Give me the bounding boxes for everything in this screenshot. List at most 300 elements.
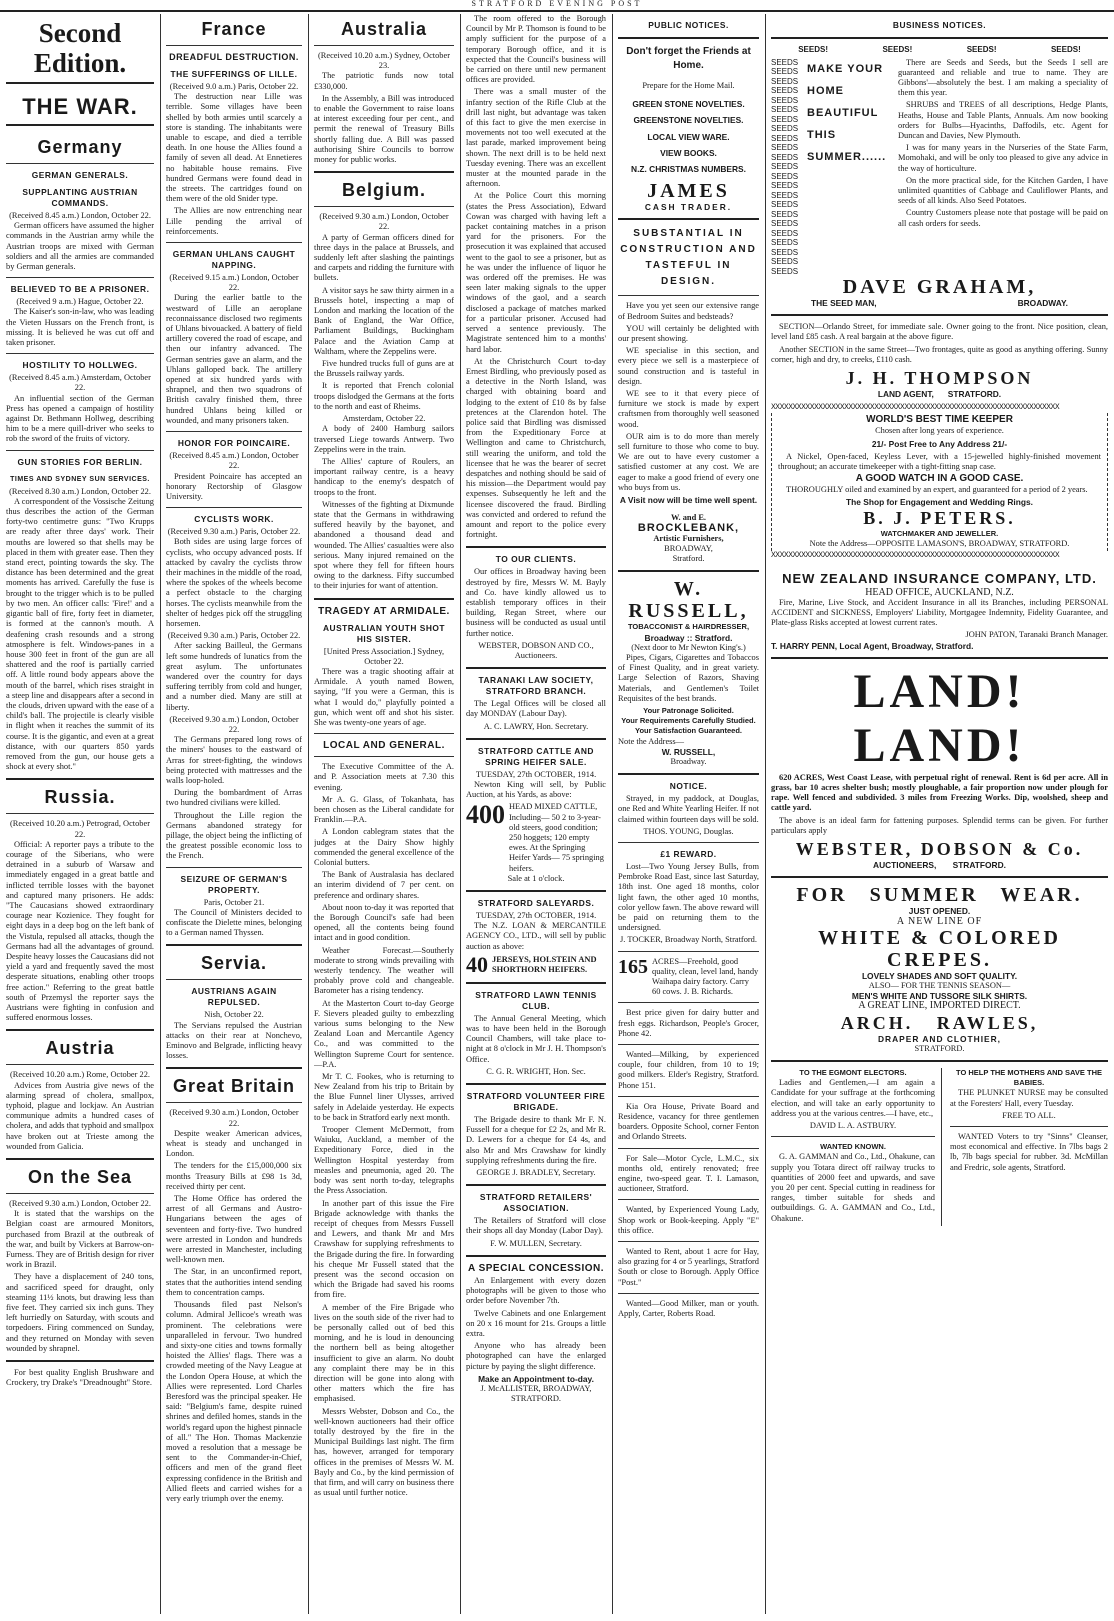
advert-subtitle: TOBACCONIST & HAIRDRESSER, (627, 622, 750, 632)
dateline: (Received 10.20 a.m.) Sydney, October 23. (317, 51, 451, 71)
divider (166, 45, 302, 46)
divider (466, 1255, 606, 1257)
article-text: The Home Office has ordered the arrest of all Germans and Austro-Hungarians between the ages of seventeen and forty-five. Two hundred were arrested in London and hundreds were arrested in Manchester, including well-known men. (166, 1194, 302, 1265)
headline: SUPPLANTING AUSTRIAN COMMANDS. (22, 187, 138, 208)
seeds-slogan: MAKE YOUR HOME BEAUTIFUL THIS SUMMER...... (807, 62, 887, 163)
notice-signature: GEORGE J. BRADLEY, Secretary. (476, 1168, 596, 1178)
advert-text: Fire, Marine, Live Stock, and Accident Insurance in all its Branches, including PERSONAL ACCIDENT and SICKNESS, Employers' Liability, Mortgagee Indemnity, Fidelity Guarantee, and Plate-glass Risks accepted at lowest current rates. (771, 597, 1108, 628)
advert-subtitle: A GREAT LINE, IMPORTED DIRECT. (858, 1000, 1021, 1012)
headline: GUN STORIES FOR BERLIN. (17, 456, 143, 467)
notice-title: NOTICE. (669, 781, 708, 792)
dateline: (Received 9.15 a.m.) London, October 22. (169, 273, 299, 293)
divider (618, 570, 759, 572)
advert-subtitle: Artistic Furnishers, (653, 533, 724, 543)
article-text: The Allies' capture of Roulers, an important railway centre, is a heavy handicap to the enemy's despatch of troops to the front. (314, 456, 454, 497)
advert-headline: WHITE & COLORED (818, 926, 1061, 949)
article-text: Weather Forecast.—Southerly moderate to strong winds prevailing with westerly tendency. The weather will probably prove cold and changeable. Barometer has a rising tendency. (314, 945, 454, 996)
divider (314, 598, 454, 600)
dateline: (Received 8.45 a.m.) London, October 22. (9, 211, 151, 220)
advert-brand: NEW ZEALAND INSURANCE COMPANY, LTD. (782, 570, 1097, 586)
article-text: During the bombardment of Arras two hundred civilians were killed. (166, 788, 302, 808)
advert-signature: JOHN PATON, Taranaki Branch Manager. (965, 630, 1108, 640)
seeds-heading: SEEDS! (1050, 45, 1081, 54)
article-text: There was a small muster of the infantry section of the Rifle Club at the drill last night, but advantage was taken of this fact to give the men exercise in movements not too well executed at the last parade, marked improvement being shown. The next drill is to be held next Tuesday evening. There was an excellent muster at the mounted parade in the afternoon. (466, 87, 606, 189)
article-text: Witnesses of the fighting at Dixmunde state that the Germans in withdrawing suffered heavily by the bayonet, and abandoned a thousand dead and wounded. The Allies' casualties were also serious. Many injured remained on the spot where they fell for fifteen hours owing to the darkness. Fifty succumbed to their injuries for want of attention. (314, 499, 454, 591)
notice-text: Our offices in Broadway having been destroyed by fire, Messrs W. M. Bayly and Co. have kindly allowed us to establish temporary offices in their building, Regan Street, where our business will be conducted as usual until further notice. (466, 567, 606, 638)
divider (466, 667, 606, 669)
divider (6, 277, 154, 278)
advert-subtitle: LOVELY SHADES AND SOFT QUALITY. (861, 970, 1018, 981)
divider (6, 124, 154, 126)
divider (466, 982, 606, 984)
article-text: A London cablegram states that the judges at the Dairy Show highly commended the general excellence of the Colonial butters. (314, 827, 454, 867)
advert-brand: W. RUSSELL, (661, 746, 716, 757)
advert-brand: W. and E. (670, 513, 707, 523)
advert-text: Your Satisfaction Guaranteed. (635, 726, 742, 736)
article-text: Both sides are using large forces of cyclists, who occupy advanced posts. If attacked by cavalry the cyclists throw their machines in the middle of the road, where the spokes of the wheels become a perfect obstacle to the charging horses. The cyclists meanwhile from the shelter of hedges pick off the struggling horsemen. (166, 537, 302, 628)
advert-text: (Next door to Mr Newton King's.) (631, 642, 746, 652)
article-text: The Bank of Australasia has declared an interim dividend of 7 per cent. on preference and ordinary shares. (314, 870, 454, 900)
advert-text: Note the Address— (618, 736, 685, 746)
notice-text: ACRES—Freehold, good quality, clean, level land, handy Waihapa dairy factory. Carry 60 cows. J. B. Richards. (652, 956, 759, 997)
divider (6, 353, 154, 354)
article-text: A body of 2400 Hamburg sailors traversed Liege towards Antwerp. Two Zeppelins were in the train. (314, 424, 454, 454)
divider (771, 876, 1108, 878)
headline: SEIZURE OF GERMAN'S PROPERTY. (180, 873, 288, 895)
notice-signature: F. W. MULLEN, Secretary. (490, 1238, 582, 1248)
advert-text: Have you yet seen our extensive range of Bedroom Suites and bedsteads? (618, 301, 759, 321)
dateline: (Received 9.30 a.m.) London, October 22. (169, 714, 299, 734)
notice-text: The Retailers of Stratford will close their shops all day Monday (Labor Day). (466, 1216, 606, 1236)
notice-title: STRATFORD LAWN TENNIS CLUB. (475, 989, 597, 1011)
notice-text: The Legal Offices will be closed all day MONDAY (Labour Day). (466, 699, 606, 719)
notice-text: Wanted—Milking, by experienced couple, four children, from 10 to 19; good milkers. Elder's Registry, Stratford. Phone 151. (618, 1050, 759, 1090)
divider (6, 1158, 154, 1160)
divider (466, 546, 606, 548)
column-3 (314, 14, 454, 1614)
article-text: Mr T. C. Fookes, who is returning to New Zealand from his trip to Britain by the Blue Funnel liner Ulysses, arrived safely in Adelaide yesterday. He expects to be back in Stratford early next month. (314, 1072, 454, 1122)
divider (6, 1360, 154, 1362)
divider (166, 507, 302, 508)
advert-subtitle: DRAPER AND CLOTHIER, (878, 1033, 1001, 1044)
advert-text: Your Patronage Solicited. (643, 705, 734, 715)
headline: TRAGEDY AT ARMIDALE. (318, 605, 450, 617)
article-text: The Servians repulsed the Austrian attacks on their rear at Nonchevo, Eminovo and Belgrade, inflicting heavy losses. (166, 1020, 302, 1061)
dateline: (Received 9.30 a.m.) Paris, October 22. (167, 527, 301, 537)
article-text: Five hundred trucks full of guns are at the Brussels railway yards. (314, 359, 454, 379)
notice-text: The Annual General Meeting, which was to have been held in the Borough Council Chambers, will take place to-night at 8 o'clock in Mr J. H. Thompson's Office. (466, 1013, 606, 1064)
article-text: Despite weaker American advices, wheat is steady and unchanged in London. (166, 1128, 302, 1159)
divider (166, 979, 302, 980)
column-rule (160, 14, 161, 1614)
advert-subtitle: WATCHMAKER AND JEWELLER. (880, 529, 999, 539)
article-text: In another part of this issue the Fire Brigade acknowledge with thanks the receipt of cheques from Messrs Fussell and Lewers, and thank Mr and Mrs Crawshaw for supplying refreshments to the Brigade during the fire. In forwarding his cheque Mr Fussell stated that the present was the second occasion on which the Brigade had saved his rooms from fire. (314, 1198, 454, 1300)
article-text: The Germans prepared long rows of the miners' houses to the eastward of Arras for street-fighting, the windows being protected with mattresses and the walls loop-holed. (166, 735, 302, 785)
divider (771, 1060, 1108, 1062)
advert-text: Country Customers please note that postage will be paid on all cash orders for seeds. (898, 208, 1108, 228)
notice-signature: J. TOCKER, Broadway North, Stratford. (620, 935, 757, 945)
notice-title: STRATFORD SALEYARDS. (477, 898, 595, 909)
dateline: (Received 9.30 a.m.) London, October 22. (9, 1199, 151, 1209)
article-text: Advices from Austria give news of the alarming spread of cholera, smallpox, typhoid, plague and lockjaw. An Austrian communique admits a hundred cases of cholera, and adds that typhoid and smallpox have broken out at Trieste among the wounded from Galicia. (6, 1080, 154, 1151)
divider (6, 1029, 154, 1031)
advert-brand: W. RUSSELL, (628, 578, 749, 623)
notice-title: £1 REWARD. (660, 848, 717, 859)
column-rule (460, 14, 461, 1614)
advert-list-item: VIEW BOOKS. (660, 147, 717, 158)
dateline: (Received 8.30 a.m.) London, October 22. (9, 486, 151, 496)
notice-title: TO HELP THE MOTHERS AND SAVE THE BABIES. (956, 1067, 1102, 1088)
notice-callout: FREE TO ALL. (1002, 1110, 1056, 1120)
article-text: The Council of Ministers decided to confiscate the Dielette mines, belonging to a German named Thyssen. (166, 907, 302, 938)
advert-title: A GOOD WATCH IN A GOOD CASE. (855, 473, 1024, 485)
dateline: (Received 8.45 a.m.) Amsterdam, October 22. (9, 373, 151, 393)
subheadline: AUSTRALIAN YOUTH SHOT HIS SISTER. (322, 622, 445, 644)
advert-headline: FOR SUMMER WEAR. (796, 884, 1083, 907)
seeds-heading: SEEDS! (966, 45, 997, 54)
advert-list-item: LOCAL VIEW WARE. (647, 131, 730, 142)
headline: CYCLISTS WORK. (194, 514, 274, 525)
divider (314, 45, 454, 46)
divider (618, 951, 759, 952)
masthead: STRATFORD EVENING POST (0, 0, 1114, 12)
divider (166, 1067, 302, 1069)
advert-text: On the more practical side, for the Kitchen Garden, I have unlimited quantities of Cabbage and Cauliflower Plants, and seeds of all kinds. Also Seed Potatoes. (898, 175, 1108, 206)
divider (950, 1126, 1108, 1127)
article-text: It is reported that French colonial troops dislodged the Germans at the forts to the north and east of Rheims. (314, 381, 454, 411)
divider (618, 1199, 759, 1200)
notice-text: For Sale—Motor Cycle, L.M.C., six months old, entirely renovated; free engine, two-speed gear. T. I. Lamason, auctioneer, Stratford. (618, 1153, 759, 1194)
section-title-russia: Russia. (44, 787, 116, 808)
article-text: Throughout the Lille region the Germans abandoned strategy for pillage, the object being the inflicting of the greatest possible economic loss to the French. (166, 810, 302, 861)
advert-text: Another SECTION in the same Street—Two frontages, quite as good as anything offering. Sunny corner, high and dry, to creeks, £110 cash. (771, 344, 1108, 364)
column-2 (166, 14, 302, 1614)
divider (6, 1193, 154, 1194)
notice-text: Anyone who has already been photographed can have the enlarged picture by paying the slight difference. (466, 1341, 606, 1371)
article-text: At the Police Court this morning (states the Press Association), Edward Cowan was charged with having left a packet containing matches in a prison yard for the prisoners. For the prosecution it was explained that accused went to the gaol to see a prisoner, but as he was under the influence of liquor he was ordered off the premises. He was seen later making signals to the upper windows of the gaol, and a search disclosed a package of matches marked for a particular prisoner. Accused had served a sentence previously. The Magistrate sentenced him to a months' hard labor. (466, 191, 606, 354)
divider (771, 314, 1108, 316)
column-rule (308, 14, 309, 1614)
section-title-austria: Austria (45, 1038, 115, 1059)
advert-text: SECTION—Orlando Street, for immediate sale. Owner going to the front. Nice position, clean, level land £85 cash. A real bargain at the above figure. (771, 322, 1108, 342)
article-text: A correspondent of the Vossische Zeitung thus describes the action of the German forty-two centimetre guns: "Two Krupps are ready after three days' work. Their mouths are lowered so that shells may be placed in them with greater ease. Then they stand erect, pointing towards the sky. The distance has been determined and the great moments has arrived. Carefully the fuse is brought to the trigger which is to be pulled by two men. An officer calls: 'Fire!' and a gigantic ball of fire, forty feet in diameter, is formed at the cannon's mouth. A deafening crash resounds and a strong atmosphere is felt. Windows-panes in a house 300 feet in front of the gun are all shattered and the roof is partially carried off. A little round body appears above the mouth of the barrel, which rises straight in a steep line and disappears after a second in the clouds, driven upward with the ease of a child's ball. The projectile is clearly visible in flight when it reaches the summit of its course. It is the gigantic, and even at a great distance, with our quarters 850 yards removed from the gun, our house gets a shock at every shot." (6, 496, 154, 772)
dateline: (Received 9.30 a.m.) London, October 22. (169, 1108, 299, 1128)
seeds-border: SEEDS SEEDS SEEDS SEEDS SEEDS SEEDS SEEDS SEEDS SEEDS SEEDS SEEDS SEEDS SEEDS SEEDS SEEDS SEEDS SEEDS SEEDS SEEDS SEEDS SEEDS SEEDS SEEDS (771, 57, 799, 276)
article-text: The Star, in an unconfirmed report, states that the authorities intend sending them to concentration camps. (166, 1267, 302, 1297)
column-5 (618, 14, 759, 1614)
notice-text: JERSEYS, HOLSTEIN AND SHORTHORN HEIFERS. (492, 954, 597, 974)
headline: HOSTILITY TO HOLLWEG. (22, 360, 138, 371)
advert-text: WE see to it that every piece of furniture we stock is made by expert craftsmen from thoroughly well seasoned wood. (618, 389, 759, 429)
advert-text: 620 ACRES, West Coast Lease, with perpetual right of renewal. Rent is 6d per acre. All in grass, bar 10 acres shelter bush; mostly ploughable, a fair proportion now under plough for rape. Well fenced and subdivided. 3 miles from Freezing Works. Dip, woolshed, sheep and cattle yard. (771, 772, 1108, 813)
divider (166, 242, 302, 243)
section-title-war: THE WAR. (22, 94, 138, 119)
divider (6, 813, 154, 814)
advert-title: SUBSTANTIAL IN CONSTRUCTION AND TASTEFUL IN DESIGN. (620, 228, 757, 288)
notice-text: HEAD MIXED CATTLE, Including— 50 2 to 3-year-old steers, good condition; 250 hoggets; 120 empty ewes. At the Springing Heifer Yards— 75 springing heifers. (509, 802, 604, 873)
article-text: Trooper Clement McDermott, from Waiuku, Auckland, a member of the Expeditionary Force, died in the Wellington Hospital yesterday from measles and pneumonia, aged 20. The body was sent north to-day, telegraphs the Press Association. (314, 1125, 454, 1196)
advert-address: Note the Address—OPPOSITE LAMASON'S, BROADWAY, STRATFORD. (809, 539, 1070, 549)
advert-subtitle: HEAD OFFICE, AUCKLAND, N.Z. (865, 586, 1014, 598)
divider (314, 756, 454, 757)
notice-text: The N.Z. LOAN & MERCANTILE AGENCY CO., LTD., will sell by public auction as above: (466, 921, 606, 951)
dateline: (Received 9.30 a.m.) London, October 22. (319, 212, 449, 232)
notice-text: Best price given for dairy butter and fresh eggs. Richardson, People's Grocer, Phone 42. (618, 1008, 759, 1038)
notice-text: WANTED Voters to try "Sinns" Cleanser, most economical and effective. In 7lbs bags 2 lb, 7lb bags special for rubber. 3d. McMillan and Fredric, sole agents, Stratford. (950, 1131, 1108, 1172)
notice-text: THE PLUNKET NURSE may be consulted at the Foresters' Hall, every Tuesday. (950, 1088, 1108, 1108)
divider (771, 37, 1108, 39)
advert-brand: J. H. THOMPSON (845, 368, 1034, 389)
notice-signature: THOS. YOUNG, Douglas. (643, 826, 734, 836)
advert-subtitle: Broadway :: Stratford. (644, 632, 733, 643)
dateline: (Received 9.30 a.m.) Paris, October 22. (167, 631, 301, 641)
advert-headline: CREPES. (887, 948, 992, 971)
section-title-australia: Australia (340, 19, 428, 39)
notice-title: TO THE EGMONT ELECTORS. (799, 1067, 907, 1077)
advert-text: Your Requirements Carefully Studied. (621, 716, 756, 726)
notice-title: STRATFORD VOLUNTEER FIRE BRIGADE. (466, 1091, 606, 1113)
article-text: They have a displacement of 240 tons, and sacrificed speed for draught, only steaming 11½ knots, but drawing less than five feet. They carried six inch guns. They left hurriedly on Saturday, with scouts and torpedoers. Firing commenced on Sunday, and they returned on Monday with seven wounded by shrapnel. (6, 1272, 154, 1353)
divider (466, 738, 606, 740)
advert-text: A Nickel, Open-faced, Keyless Lever, with a 15-jewelled highly-finished movement throughout; an accurate timekeeper with a tight-fitting snap case. (778, 452, 1101, 472)
advert-text: ALSO— FOR THE TENNIS SEASON— (868, 980, 1011, 990)
seeds-heading: SEEDS! (798, 45, 829, 54)
section-title-sea: On the Sea (27, 1167, 133, 1188)
section-title-britain: Great Britain (172, 1076, 296, 1097)
divider (314, 733, 454, 734)
advert-headline-land: LAND! LAND! (853, 664, 1026, 772)
section-title-france: France (201, 19, 267, 39)
ornament-border: XXXXXXXXXXXXXXXXXXXXXXXXXXXXXXXXXXXXXXXXXXXXXXXXXXXXXXXXXXXXXXXXXXX (771, 403, 1060, 413)
article-text: The Executive Committee of the A. and P. Association meets at 7.30 this evening. (314, 762, 454, 792)
advert-list-item: GREEN STONE NOVELTIES. (632, 99, 745, 110)
article-text: The patriotic funds now total £330,000. (314, 71, 454, 91)
article-text: A visitor says he saw thirty airmen in a Brussels hotel, inspecting a map of London and marking the location of the Bank of England, the War Office, Parliament Buildings, Buckingham Palace and the Aviation Camp at Waltham, where the Zeppelins were. (314, 285, 454, 356)
advert-callout: A Visit now will be time well spent. (619, 495, 758, 506)
advert-title: Don't forget the Friends at Home. (626, 46, 751, 71)
divider (618, 1044, 759, 1045)
article-text: Mr A. G. Glass, of Tokanhata, has been chosen as the Liberal candidate for Franklin.—P.A. (314, 794, 454, 825)
notice-text: Wanted to Rent, about 1 acre for Hay, also grazing for 4 or 5 yearlings, Stratford South or close to Borough. Apply Office "Post." (618, 1247, 759, 1287)
advert-subtitle: AUCTIONEERS, STRATFORD. (873, 860, 1006, 871)
advert-subtitle: Stratford. (672, 554, 705, 564)
notice-text: Twelve Cabinets and one Enlargement on 20 x 16 mount for 21s. Groups a little extra. (466, 1308, 606, 1338)
advert-text: For best quality English Brushware and Crockery, try Drake's "Dreadnought" Store. (6, 1368, 154, 1388)
article-text: A member of the Fire Brigade who lives on the south side of the river had to be personally called out of bed this morning, and he is loud in denouncing the northern bell as being altogether insufficient to give an alarm. No doubt any complaint there may be in this direction will be gone into along with other matters which the fire has emphasised. (314, 1302, 454, 1404)
notice-text: Ladies and Gentlemen,—I am again a Candidate for your suffrage at the forthcoming election, and will take an early opportunity to address you at the various centres.—I have, etc., (771, 1078, 935, 1118)
dateline: (Received 10.20 a.m.) Petrograd, October 22. (10, 819, 150, 839)
column-4 (466, 14, 606, 1614)
notice-text: An Enlargement with every dozen photographs will be given to those who order before November 7th. (466, 1275, 606, 1306)
article-text: The Allies are now entrenching near Lille pending the arrival of reinforcements. (166, 206, 302, 236)
divider (618, 218, 759, 220)
section-title-belgium: Belgium. (341, 180, 426, 201)
divider (618, 1148, 759, 1149)
advert-subtitle: MEN'S WHITE AND TUSSORE SILK SHIRTS. (851, 991, 1028, 1002)
article-text: It is stated that the warships on the Belgian coast are armoured Monitors, purchased from Brazil at the outbreak of the war, and built by Vickers at Barrow-on-Furness. They are of British design for river work in Brazil. (6, 1209, 154, 1270)
advert-text: THOROUGHLY oiled and examined by an expert, and guaranteed for a period of 2 years. (786, 484, 1088, 494)
notice-title: A SPECIAL CONCESSION. (467, 1262, 605, 1274)
advert-subtitle: STRATFORD. (914, 1043, 965, 1053)
advert-brand: WEBSTER, DOBSON & Co. (795, 839, 1084, 860)
divider (618, 773, 759, 775)
divider (618, 842, 759, 843)
article-text: The tenders for the £15,000,000 six months Treasury Bills at £98 1s 3d, received thirty per cent. (166, 1161, 302, 1191)
sale-date: TUESDAY, 27th OCTOBER, 1914. (475, 911, 597, 921)
article-text: The room offered to the Borough Council by Mr P. Thomson is found to be amply sufficient for the purpose of a temporary Borough office, and it is expected that the Council's business will be carried on there until new permanent offices are provided. (466, 14, 606, 85)
lot-number: 165 (618, 955, 648, 978)
article-text: Messrs Webster, Dobson and Co., the well-known auctioneers had their office totally destroyed by the fire in the Municipal Buildings last night. The firm has, however, arranged for temporary offices in the premises of Messrs W. M. Bayly and Co., by the kind permission of that firm, and will carry on business there as usual until further notice. (314, 1406, 454, 1498)
divider (166, 867, 302, 868)
divider (6, 163, 154, 164)
divider (618, 1293, 759, 1294)
divider (6, 778, 154, 780)
dateline: (Received 8.45 a.m.) London, October 22. (169, 451, 299, 471)
column-rule (612, 14, 613, 1614)
column-6 (771, 14, 1108, 1614)
column-header: BUSINESS NOTICES. (892, 20, 987, 30)
advert-text: I was for many years in the Nurseries of the State Farm, Momohaki, and will be only too pleased to give any advice in the way of horticulture. (898, 143, 1108, 173)
notice-text: Kia Ora House, Private Board and Residence, vacancy for three gentlemen boarders. Opposite School, corner Fenton and Orlando Streets. (618, 1101, 759, 1142)
divider (6, 1064, 154, 1065)
advert-subtitle: Chosen after long years of experience. (875, 425, 1004, 435)
lot-number: 400 (466, 800, 505, 830)
divider (466, 1184, 606, 1186)
advert-subtitle: BROADWAY, (664, 543, 713, 553)
sale-date: TUESDAY, 27th OCTOBER, 1914. (475, 769, 597, 779)
dateline: Paris, October 21. (203, 897, 265, 907)
advert-text: Broadway. (670, 756, 707, 766)
headline: AUSTRIANS AGAIN REPULSED. (191, 986, 277, 1008)
advert-text: SHRUBS and TREES of all descriptions, Hedge Plants, Heaths, House and Table Plants, Annuals. Am now booking orders for Bulbs—Hyacinths, Daffodils, etc. Agent for Duncan and Davies, New Plymouth. (898, 100, 1108, 140)
article-text: President Poincaire has accepted an honorary Rectorship of Glasgow University. (166, 471, 302, 501)
lot-number: 40 (466, 951, 488, 977)
notice-text: The Brigade desire to thank Mr F. N. Fussell for a cheque for £2 2s, and Mr R. D. Lewers for a cheque for £4 4s, and also Mr and Mrs Crawshaw for kindly supplying refreshments during the fire. (466, 1115, 606, 1165)
notice-text: Newton King will sell, by Public Auction, at his Yards, as above: (466, 780, 606, 800)
headline: HONOR FOR POINCAIRE. (177, 438, 291, 449)
advert-subtitle: CASH TRADER. (644, 202, 733, 213)
advert-list-item: GREENSTONE NOVELTIES. (633, 115, 744, 126)
advert-text: Pipes, Cigars, Cigarettes and Tobaccos of Finest Quality, and in great variety. Large Selection of Razors, Shaving Materials, and Gentlemen's Toilet Requisites of the best brands. (618, 652, 759, 703)
dateline: (Received 9 a.m.) Hague, October 22. (16, 297, 144, 307)
divider (771, 1136, 935, 1137)
ornament-border: XXXXXXXXXXXXXXXXXXXXXXXXXXXXXXXXXXXXXXXXXXXXXXXXXXXXXXXXXXXXXXXXXXX (771, 551, 1060, 561)
article-text: About noon to-day it was reported that the Borough Council's safe had been opened, all the contents being found intact and in good condition. (314, 902, 454, 943)
article-text: The destruction near Lille was terrible. Some villages have been shelled by both armies until scarcely a store is standing. The inhabitants were unable to escape, and died a terrible death. In one house the Allies found a family of seven all dead. At Ennetieres no habitable house remains. Five hundred Germans were found dead in the streets. The cartridges found on them were of the old Snider type. (166, 92, 302, 204)
advert-brand: DAVE GRAHAM, (842, 276, 1037, 298)
divider (314, 171, 454, 173)
advert-price: 21/- Post Free to Any Address 21/- (871, 438, 1008, 449)
notice-signature: WEBSTER, DOBSON AND CO., Auctioneers. (478, 640, 594, 660)
article-text: In the Assembly, a Bill was introduced to enable the Government to raise loans at interest exceeding four per cent., and permit the renewal of Treasury Bills shortly falling due. A Bill was passed authorising Shire Councils to borrow money for public works. (314, 93, 454, 165)
article-text: At the Masterton Court to-day George F. Sievers pleaded guilty to embezzling various sums belonging to the New Zealand Loan and Mercantile Agency Co., and was committed to the Wellington Supreme Court for sentence.—P.A. (314, 998, 454, 1069)
notice-text: Lost—Two Young Jersey Bulls, from Pembroke Road East, since last Saturday, 18th inst. One aged 18 months, color light fawn, the other aged 10 months, color yellow fawn. The above reward will be paid on returning them to the undersigned. (618, 861, 759, 933)
notice-text: Strayed, in my paddock, at Douglas, one Red and White Yearling Heifer. If not claimed within fourteen days will be sold. (618, 794, 759, 824)
notice-title: STRATFORD RETAILERS' ASSOCIATION. (479, 1192, 593, 1214)
advert-subtitle: LAND AGENT, STRATFORD. (877, 389, 1002, 400)
advert-text: Prepare for the Home Mail. (642, 81, 735, 90)
notice-signature: C. G. R. WRIGHT, Hon. Sec. (486, 1066, 586, 1076)
advert-brand: B. J. PETERS. (863, 508, 1016, 529)
article-text: The Kaiser's son-in-law, who was leading the Vieten Hussars on the French front, is missing. It is believed he was cut off and taken prisoner. (6, 307, 154, 348)
divider (166, 431, 302, 432)
subheadline: TIMES AND SYDNEY SUN SERVICES. (10, 475, 150, 483)
seeds-heading: SEEDS! (882, 45, 913, 54)
advert-list-item: N.Z. CHRISTMAS NUMBERS. (631, 164, 746, 175)
advert-text: The above is an ideal farm for fattening purposes. Splendid terms can be given. For further particulars apply (771, 815, 1108, 835)
advert-text: OUR aim is to do more than merely sell furniture to those who come to buy. We are out to have every customer a satisfied customer at any cost. We are eager to make a good friend of every one who buys from us. (618, 431, 759, 492)
notice-title: TARANAKI LAW SOCIETY, STRATFORD BRANCH. (478, 675, 594, 697)
article-text: German officers have assumed the higher commands in the Austrian army while the Austrian troops are mixed with German soldiers and all the armies are commanded by German generals. (6, 221, 154, 272)
headline: GERMAN UHLANS CAUGHT NAPPING. (172, 249, 296, 271)
advert-text: YOU will certainly be delighted with our present showing. (618, 323, 759, 344)
divider (771, 657, 1108, 659)
edition-title: Second Edition. (6, 18, 154, 84)
section-title-germany: Germany (37, 137, 123, 157)
divider (166, 944, 302, 946)
advert-text: There are Seeds and Seeds, but the Seeds I sell are guaranteed and reliable and true to name. They are Gibbons'—absolutely the best. I am making a speciality of them this year. (898, 57, 1108, 98)
column-header: PUBLIC NOTICES. (648, 20, 729, 30)
notice-title: TO OUR CLIENTS. (495, 554, 577, 565)
section-title-servia: Servia. (200, 953, 268, 974)
advert-agent: T. HARRY PENN, Local Agent, Broadway, Stratford. (771, 640, 974, 651)
divider (618, 295, 759, 296)
article-text: A party of German officers dined for three days in the palace at Brussels, and suddenly left after slashing the paintings and carpets and ridding the furniture with bullets. (314, 232, 454, 283)
notice-text: Wanted—Good Milker, man or youth. Apply, Carter, Roberts Road. (618, 1298, 759, 1319)
advert-callout: The Shop for Engagement and Wedding Rings. (846, 496, 1033, 507)
divider (314, 206, 454, 207)
article-text: An influential section of the German Press has opened a campaign of hostility against Dr. Bethmann Hollweg, describing him to be a mere quill-driver who seeks to rob the sword of the fruits of victory. (6, 393, 154, 444)
divider (166, 1102, 302, 1103)
advert-subtitle: JUST OPENED. (908, 906, 971, 917)
divider (618, 1002, 759, 1003)
divider (618, 37, 759, 39)
divider (6, 450, 154, 451)
article-text: After sacking Bailleul, the Germans left some hundreds of lunatics from the great asylum. The unfortunates wandered over the country for days suffering terribly from cold and hunger, and a number died. Many are still at liberty. (166, 641, 302, 712)
column-1 (6, 14, 154, 1614)
advert-title: WORLD'S BEST TIME KEEPER (866, 414, 1013, 426)
advert-subtitle: BROADWAY. (1017, 298, 1068, 308)
subheadline: THE SUFFERINGS OF LILLE. (170, 69, 298, 79)
notice-text: Wanted, by Experienced Young Lady, Shop work or Book-keeping. Apply "E" this office. (618, 1205, 759, 1235)
advert-brand: BROCKLEBANK, (637, 522, 740, 535)
divider (618, 1096, 759, 1097)
headline: DREADFUL DESTRUCTION. (169, 52, 299, 62)
divider (466, 890, 606, 892)
headline: LOCAL AND GENERAL. (323, 740, 445, 752)
advert-brand: JAMES (647, 180, 730, 203)
article-text: Thousands filed past Nelson's column. Admiral Jellicoe's wreath was prominent. The celebrations were unparalleled in fervour. Two hundred and sixty-one cities and towns formally hoisted the Allies' flags. There was a crowded meeting of the Navy League at the London Opera House, at which the Allies were represented. Lord Charles Beresford was the principal speaker. He said: "Belgium's fame, despite ruined shrines and defiled homes, stands in the world's regard upon the highest pinnacle of all." The Hon. Thomas Mackenzie moved a resolution that a message be sent to the Commander-in-Chief, officers and men of the grand fleet expressing confidence in the British and Allied fleets and carried wishes for a very early triumph over the enemy. (166, 1300, 302, 1503)
notice-signature: J. McALLISTER, BROADWAY, STRATFORD. (480, 1383, 592, 1404)
dateline: (Received 9.0 a.m.) Paris, October 22. (169, 82, 299, 91)
advert-brand: ARCH. RAWLES, (840, 1012, 1039, 1033)
notice-signature: A. C. LAWRY, Hon. Secretary. (483, 721, 589, 731)
notice-signature: DAVID L. A. ASTBURY. (809, 1120, 897, 1130)
divider (466, 1083, 606, 1085)
dateline: Nish, October 22. (204, 1010, 264, 1020)
notice-text: G. A. GAMMAN and Co., Ltd., Ohakune, can supply you Totara direct off railway trucks to quantities of 2000 feet and upwards, and save you 20 per cent. Special cutting in readiness for ranges, timber suitable for sheds and outbuildings. G. A. GAMMAN and Co., Ltd., Ohakune. (771, 1152, 935, 1223)
article-text: At the Christchurch Court to-day Ernest Birdling, who previously posed as a detective in the North Island, was charged with obtaining board and lodging to the extent of £10 8s by false pretences at the Clarendon hotel. The police said that Birdling was dismissed from the Expeditionary Force at Wellington and came to Christchurch, still wearing the uniform, and told the licensee that he was the bearer of secret despatches and nothing should be said of his mission—the Department would pay expenses. Subsequently he left and the licensee discovered the fraud. Birdling was convicted and ordered to refund the amount and report to the police every fortnight. (466, 356, 606, 540)
notice-callout: Make an Appointment to-day. (478, 1373, 594, 1384)
headline: GERMAN GENERALS. (31, 170, 129, 180)
advert-subtitle: THE SEED MAN, (811, 298, 877, 308)
notice-title: STRATFORD CATTLE AND SPRING HEIFER SALE. (478, 745, 594, 767)
divider (618, 1241, 759, 1242)
article-text: There was a tragic shooting affair at Armidale. A youth named Bowen, saying, "If you were a German, this is what I would do," playfully pointed a gun, which went off and shot his sister. She was twenty-one years of age. (314, 666, 454, 727)
sale-time: Sale at 1 o'clock. (507, 873, 565, 883)
advert-subtitle: A NEW LINE OF (896, 915, 983, 927)
article-text: During the earlier battle to the westward of Lille an aeroplane reconnaissance disclosed two regiments of Uhlans bivouacked. A battery of field artillery covered the road of escape, and then our infantry advanced. The German sentries gave an alarm, and the Uhlans galloped back. The artillery opened at six hundred yards with shrapnel, and then two squadrons of British cavalry finished them, three hundred Uhlans being killed or wounded, and many prisoners taken. (166, 293, 302, 425)
